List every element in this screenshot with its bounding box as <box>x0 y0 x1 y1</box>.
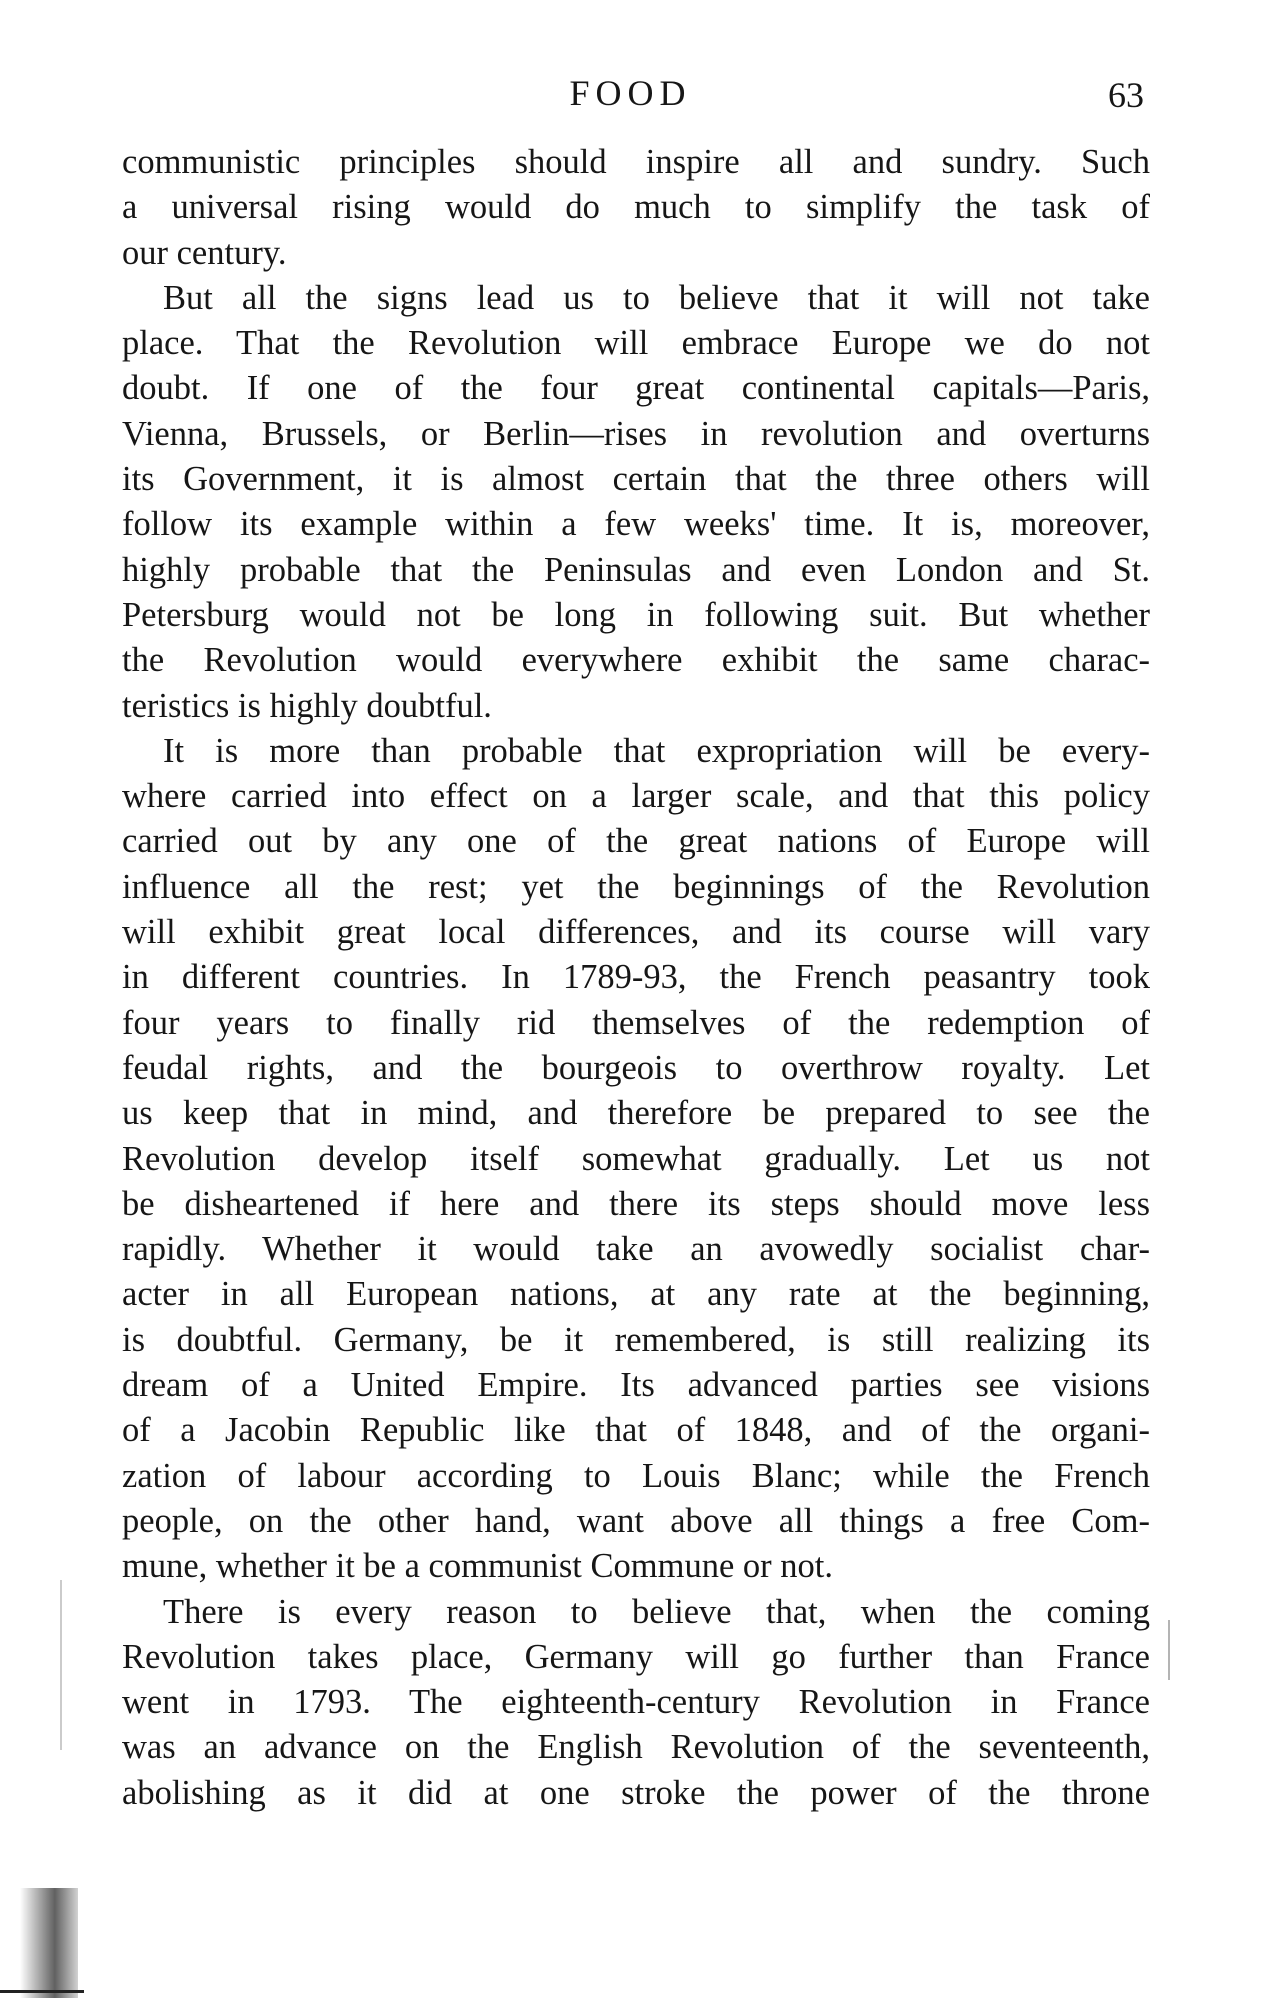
body-text <box>122 140 1150 1816</box>
text-line: Petersburg would not be long in following suit. But whether <box>122 595 1150 634</box>
text-line: influence all the rest; yet the beginnings of the Revolution <box>122 867 1150 906</box>
scan-artifact <box>60 1580 62 1750</box>
scan-artifact <box>0 1990 84 1993</box>
text-line: us keep that in mind, and therefore be prepared to see the <box>122 1094 1150 1133</box>
text-line: dream of a United Empire. Its advanced parties see visions <box>122 1366 1150 1405</box>
text-line: teristics is highly doubtful. <box>122 686 492 725</box>
paragraph <box>122 729 1150 1590</box>
text-line: zation of labour according to Louis Blanc; while the French <box>122 1456 1150 1495</box>
text-line: Revolution takes place, Germany will go further than France <box>122 1637 1150 1676</box>
text-line: carried out by any one of the great nations of Europe will <box>122 822 1150 861</box>
text-line: rapidly. Whether it would take an avowedly socialist char- <box>122 1230 1150 1269</box>
text-line: the Revolution would everywhere exhibit the same charac- <box>122 641 1150 680</box>
text-line: of a Jacobin Republic like that of 1848, and of the organi- <box>122 1411 1150 1450</box>
text-line: There is every reason to believe that, when the coming <box>163 1592 1150 1631</box>
text-line: feudal rights, and the bourgeois to overthrow royalty. Let <box>122 1048 1150 1087</box>
running-head <box>0 72 1261 122</box>
scan-artifact <box>20 1888 78 1998</box>
text-line: But all the signs lead us to believe that it will not take <box>163 278 1150 317</box>
text-line: went in 1793. The eighteenth-century Revolution in France <box>122 1683 1150 1722</box>
page-number: 63 <box>1108 75 1144 115</box>
paragraph <box>122 276 1150 729</box>
text-line: in different countries. In 1789-93, the French peasantry took <box>122 958 1150 997</box>
running-head-title: FOOD <box>569 73 692 113</box>
text-line: communistic principles should inspire all and sundry. Such <box>122 143 1150 181</box>
text-line: Vienna, Brussels, or Berlin—rises in revolution and overturns <box>122 414 1150 453</box>
text-line: a universal rising would do much to simplify the task of <box>122 188 1150 227</box>
paragraph <box>122 140 1150 276</box>
text-line: abolishing as it did at one stroke the power of the throne <box>122 1773 1150 1812</box>
text-line: is doubtful. Germany, be it remembered, is still realizing its <box>122 1320 1150 1359</box>
text-line: Revolution develop itself somewhat gradually. Let us not <box>122 1139 1150 1178</box>
text-line: It is more than probable that expropriation will be every- <box>163 731 1150 770</box>
text-line: place. That the Revolution will embrace Europe we do not <box>122 324 1150 363</box>
text-line: follow its example within a few weeks' time. It is, moreover, <box>122 505 1150 544</box>
paragraph <box>122 1590 1150 1816</box>
text-line: highly probable that the Peninsulas and even London and St. <box>122 550 1150 589</box>
text-line: its Government, it is almost certain that the three others will <box>122 460 1150 499</box>
text-line: doubt. If one of the four great continental capitals—Paris, <box>122 369 1150 408</box>
text-line: will exhibit great local differences, and its course will vary <box>122 913 1150 952</box>
text-line: was an advance on the English Revolution of the seventeenth, <box>122 1728 1150 1767</box>
text-line: people, on the other hand, want above all things a free Com- <box>122 1501 1150 1540</box>
text-line: be disheartened if here and there its steps should move less <box>122 1184 1150 1223</box>
text-line: mune, whether it be a communist Commune or not. <box>122 1547 833 1586</box>
text-line: acter in all European nations, at any rate at the beginning, <box>122 1275 1150 1314</box>
scan-artifact <box>1168 1620 1170 1680</box>
text-line: four years to finally rid themselves of the redemption of <box>122 1003 1150 1042</box>
text-line: where carried into effect on a larger scale, and that this policy <box>122 777 1150 816</box>
text-line: our century. <box>122 233 287 272</box>
